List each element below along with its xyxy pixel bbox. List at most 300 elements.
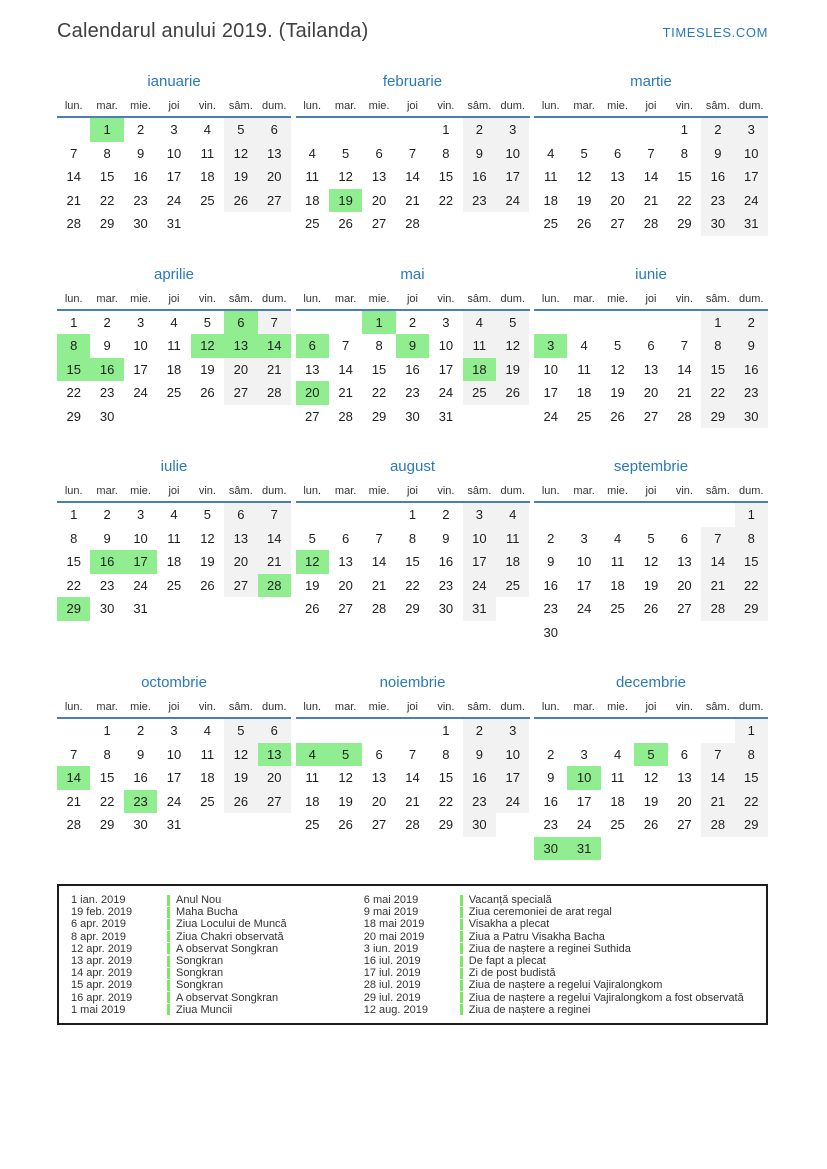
legend-holiday-name: Ziua Locului de Muncă [176, 918, 287, 931]
day-cell: 5 [496, 311, 529, 335]
day-of-week-label: sâm. [705, 485, 730, 497]
day-of-week-label: vin. [437, 292, 455, 305]
day-cell: 28 [258, 381, 291, 405]
holiday-marker-icon [460, 907, 463, 918]
day-cell: 3 [463, 503, 496, 527]
day-of-week-label: mie. [130, 485, 151, 497]
legend-holiday-name: Ziua de naștere a reginei [468, 1003, 591, 1016]
month-title: iulie [160, 458, 188, 475]
legend-entry [71, 967, 354, 979]
day-of-week-label: mar. [334, 100, 357, 112]
day-cell: 2 [136, 723, 145, 739]
legend-name-wrap [460, 1004, 754, 1016]
day-of-week-label: joi [406, 100, 418, 112]
day-cell: 12 [338, 770, 353, 786]
day-of-week-label: mar. [334, 701, 357, 713]
day-cell: 20 [224, 550, 257, 574]
day-cell: 22 [99, 192, 115, 208]
day-cell: 20 [643, 385, 659, 401]
day-cell: 26 [338, 817, 353, 833]
day-of-week-label: vin. [675, 701, 693, 713]
day-cell-empty [396, 719, 429, 743]
day-cell: 7 [408, 145, 417, 161]
day-cell-holiday: 31 [567, 837, 600, 861]
day-cell: 30 [99, 408, 115, 424]
day-cell: 13 [677, 554, 692, 570]
day-of-week-label: dum. [739, 701, 764, 713]
day-cell-empty [296, 311, 329, 335]
day-of-week-header-row [57, 292, 291, 311]
legend-date: 16 apr. 2019 [71, 991, 133, 1004]
day-cell-holiday: 14 [57, 766, 90, 790]
day-cell: 27 [610, 216, 625, 232]
day-cell: 25 [543, 216, 558, 232]
day-cell: 21 [677, 385, 692, 401]
legend-holiday-name: Ziua ceremoniei de arat regal [468, 906, 612, 919]
day-cell: 8 [442, 145, 450, 161]
day-cell-empty [496, 597, 529, 621]
day-cell: 19 [576, 192, 592, 208]
day-cell-holiday: 20 [296, 381, 329, 405]
day-cell: 30 [133, 817, 148, 833]
day-cell: 4 [580, 338, 588, 354]
day-cell-empty [668, 837, 701, 861]
day-of-week-header-row [296, 484, 530, 503]
legend-entry [364, 918, 754, 930]
day-cell-holiday: 13 [258, 743, 291, 767]
legend-name-wrap [167, 979, 354, 991]
legend-name-wrap [460, 918, 754, 930]
day-cell: 26 [576, 216, 592, 232]
day-cell-empty [701, 621, 734, 645]
holiday-marker-icon [460, 1004, 463, 1015]
day-cell: 29 [735, 813, 768, 837]
day-cell: 15 [438, 169, 454, 185]
day-cell: 1 [680, 122, 689, 138]
day-cell: 5 [308, 530, 316, 546]
day-of-week-label: mie. [368, 292, 390, 305]
day-cell: 5 [203, 507, 212, 523]
month-decembrie [534, 674, 768, 860]
day-cell: 6 [375, 145, 383, 161]
day-cell-holiday: 14 [258, 334, 291, 358]
day-cell: 28 [643, 216, 659, 232]
day-cell: 15 [735, 550, 768, 574]
day-cell: 31 [166, 216, 182, 232]
holiday-legend-box [57, 884, 768, 1025]
day-of-week-label: lun. [303, 485, 322, 497]
day-cell-holiday: 17 [124, 550, 157, 574]
day-of-week-label: sâm. [467, 292, 492, 305]
day-cell: 14 [258, 527, 291, 551]
day-cell: 23 [543, 817, 558, 833]
day-cell: 1 [442, 122, 450, 138]
day-cell: 7 [701, 743, 734, 767]
day-cell: 28 [677, 408, 692, 424]
day-cell: 12 [224, 142, 257, 166]
day-cell-holiday: 16 [90, 358, 123, 382]
legend-holiday-name: Vacanță specială [468, 894, 552, 907]
day-cell-holiday: 6 [224, 311, 257, 335]
day-of-week-label: mie. [607, 100, 628, 112]
day-cell: 27 [643, 408, 659, 424]
day-cell: 20 [610, 192, 625, 208]
day-cell-holiday: 8 [57, 334, 90, 358]
day-cell: 7 [70, 746, 78, 762]
day-cell-empty [57, 719, 90, 743]
day-cell: 25 [166, 385, 182, 401]
day-cell: 4 [463, 311, 496, 335]
day-cell: 25 [610, 817, 625, 833]
day-cell: 15 [438, 770, 454, 786]
day-cell: 22 [66, 385, 81, 401]
day-of-week-header-row [296, 700, 530, 719]
day-cell: 11 [305, 169, 319, 185]
day-cell: 8 [103, 746, 111, 762]
day-cell: 26 [224, 790, 257, 814]
day-cell: 13 [224, 527, 257, 551]
day-cell: 12 [496, 334, 529, 358]
month-days-grid [57, 311, 291, 429]
day-of-week-label: dum. [739, 485, 764, 497]
site-link[interactable]: TIMESLES.COM [662, 25, 768, 40]
day-cell: 3 [580, 530, 588, 546]
day-of-week-label: joi [406, 292, 418, 305]
day-cell: 2 [701, 118, 734, 142]
day-cell: 21 [405, 192, 420, 208]
month-title: iunie [635, 265, 667, 283]
day-cell: 13 [258, 142, 291, 166]
month-title: aprilie [153, 265, 195, 283]
legend-entry [364, 1004, 754, 1016]
legend-entry [364, 979, 754, 991]
day-cell: 20 [258, 165, 291, 189]
legend-holiday-name: Ziua a Patru Visakha Bacha [468, 930, 605, 943]
day-of-week-label: lun. [541, 292, 560, 305]
day-cell: 22 [66, 577, 81, 593]
day-cell-holiday: 13 [224, 334, 257, 358]
day-cell: 11 [610, 554, 625, 570]
day-cell: 10 [463, 527, 496, 551]
month-title: august [389, 458, 436, 475]
day-cell-empty [157, 405, 190, 429]
day-of-week-label: vin. [198, 485, 216, 497]
day-cell-empty [668, 719, 701, 743]
page-title: Calendarul anului 2019. (Tailanda) [57, 20, 369, 42]
day-cell: 23 [405, 385, 420, 401]
day-cell: 27 [677, 817, 692, 833]
day-cell: 17 [543, 385, 558, 401]
day-cell: 2 [442, 507, 450, 523]
day-cell: 31 [735, 212, 768, 236]
day-cell: 21 [371, 577, 387, 593]
day-cell-holiday: 29 [57, 597, 90, 621]
day-cell-empty [601, 837, 634, 861]
day-cell: 8 [735, 743, 768, 767]
day-cell: 14 [701, 550, 734, 574]
day-of-week-header-row [534, 700, 768, 719]
day-cell: 4 [613, 746, 622, 762]
day-of-week-label: joi [168, 292, 180, 305]
day-cell-empty [258, 405, 291, 429]
day-of-week-label: dum. [500, 292, 525, 305]
legend-entry [71, 1004, 354, 1016]
day-cell-holiday: 9 [396, 334, 429, 358]
day-cell: 11 [496, 527, 529, 551]
day-cell: 22 [701, 381, 734, 405]
day-cell: 21 [701, 574, 734, 598]
day-cell-empty [601, 503, 634, 527]
day-cell-empty [668, 311, 701, 335]
holiday-marker-icon [460, 919, 463, 930]
legend-name-wrap [167, 918, 354, 930]
day-cell-empty [701, 837, 734, 861]
day-of-week-label: mie. [607, 485, 628, 497]
day-cell: 13 [371, 770, 387, 786]
day-cell: 1 [70, 314, 78, 330]
day-cell: 4 [170, 314, 178, 330]
day-cell: 12 [224, 743, 257, 767]
day-cell-holiday: 10 [567, 766, 600, 790]
day-cell: 24 [463, 574, 496, 598]
day-cell: 29 [371, 408, 387, 424]
day-cell: 9 [547, 770, 555, 786]
day-of-week-label: mar. [96, 292, 118, 305]
day-cell: 16 [438, 554, 454, 570]
day-cell: 2 [408, 314, 417, 330]
day-cell-empty [634, 837, 667, 861]
day-of-week-label: mar. [573, 292, 595, 305]
day-cell: 21 [701, 790, 734, 814]
day-cell: 15 [371, 361, 387, 377]
day-cell: 25 [200, 793, 215, 809]
day-cell: 4 [203, 723, 212, 739]
day-cell: 24 [543, 408, 558, 424]
legend-name-wrap [460, 906, 754, 918]
day-of-week-label: joi [406, 701, 418, 713]
day-cell: 9 [463, 743, 496, 767]
day-cell: 1 [735, 719, 768, 743]
day-cell: 2 [463, 118, 496, 142]
legend-entry [71, 931, 354, 943]
legend-entry [364, 943, 754, 955]
day-cell: 14 [405, 169, 420, 185]
day-cell-empty [534, 311, 567, 335]
legend-holiday-name: De fapt a plecat [468, 955, 546, 968]
day-of-week-label: dum. [262, 100, 287, 112]
day-of-week-label: mie. [130, 292, 151, 305]
day-cell: 24 [496, 790, 529, 814]
day-of-week-header-row [57, 484, 291, 503]
day-cell-empty [735, 621, 768, 645]
day-cell: 3 [170, 723, 178, 739]
day-cell: 25 [496, 574, 529, 598]
legend-name-wrap [460, 943, 754, 955]
day-of-week-label: joi [645, 701, 657, 713]
day-of-week-label: sâm. [705, 292, 730, 305]
day-cell-empty [601, 719, 634, 743]
holiday-marker-icon [167, 895, 170, 906]
day-cell: 8 [680, 145, 689, 161]
day-cell: 19 [610, 385, 625, 401]
holiday-marker-icon [460, 956, 463, 967]
day-cell: 9 [442, 530, 450, 546]
day-cell: 12 [643, 770, 659, 786]
legend-date: 1 ian. 2019 [71, 894, 126, 907]
day-cell: 19 [224, 165, 257, 189]
day-cell: 11 [200, 746, 215, 762]
day-cell: 23 [463, 790, 496, 814]
day-cell: 11 [577, 361, 591, 377]
day-cell: 21 [66, 192, 81, 208]
legend-date: 19 feb. 2019 [71, 906, 133, 919]
holiday-marker-icon [167, 1004, 170, 1015]
day-of-week-label: lun. [64, 485, 83, 497]
day-cell: 10 [133, 338, 148, 354]
day-cell-empty [634, 118, 667, 142]
day-cell: 29 [677, 216, 692, 232]
day-cell-empty [191, 813, 224, 837]
day-cell-holiday: 30 [534, 837, 567, 861]
day-cell: 15 [405, 554, 420, 570]
day-cell: 17 [133, 361, 148, 377]
day-of-week-label: dum. [262, 292, 287, 305]
day-of-week-label: sâm. [228, 292, 253, 305]
legend-name-wrap [460, 967, 754, 979]
legend-entry [364, 967, 754, 979]
day-of-week-label: lun. [303, 701, 322, 713]
day-cell: 24 [576, 817, 592, 833]
day-of-week-label: dum. [500, 485, 525, 497]
day-cell: 17 [463, 550, 496, 574]
day-cell: 1 [701, 311, 734, 335]
legend-name-wrap [460, 931, 754, 943]
day-of-week-label: mar. [96, 701, 118, 713]
day-cell: 5 [580, 145, 588, 161]
day-cell: 1 [442, 723, 450, 739]
day-cell-holiday: 19 [329, 189, 362, 213]
legend-entry [71, 943, 354, 955]
day-cell: 29 [701, 405, 734, 429]
day-cell-empty [634, 719, 667, 743]
day-cell: 13 [677, 770, 692, 786]
day-cell: 25 [166, 577, 182, 593]
day-cell: 6 [680, 746, 689, 762]
day-cell: 19 [304, 577, 320, 593]
day-cell: 18 [543, 192, 558, 208]
legend-date: 3 iun. 2019 [363, 942, 419, 955]
day-cell: 20 [677, 793, 692, 809]
day-cell: 16 [463, 766, 496, 790]
day-cell: 9 [547, 554, 555, 570]
day-cell: 29 [66, 408, 81, 424]
day-cell-holiday: 18 [463, 358, 496, 382]
day-of-week-label: dum. [500, 701, 525, 713]
day-cell-empty [567, 503, 600, 527]
holiday-marker-icon [167, 907, 170, 918]
day-of-week-label: mar. [573, 485, 595, 497]
day-of-week-label: joi [645, 292, 657, 305]
day-cell-empty [668, 621, 701, 645]
day-cell: 9 [463, 142, 496, 166]
day-cell: 8 [103, 145, 111, 161]
day-of-week-label: joi [168, 100, 180, 112]
page-header [57, 20, 768, 43]
day-cell-empty [601, 118, 634, 142]
day-cell-empty [701, 719, 734, 743]
day-cell: 3 [496, 719, 529, 743]
month-title: noiembrie [379, 674, 446, 691]
day-cell-holiday: 3 [534, 334, 567, 358]
day-cell-empty [534, 719, 567, 743]
legend-entry [364, 992, 754, 1004]
day-of-week-label: mar. [334, 485, 357, 497]
month-noiembrie [296, 674, 530, 837]
day-cell-empty [57, 118, 90, 142]
day-cell: 23 [463, 189, 496, 213]
legend-column-left [71, 894, 354, 1016]
day-cell: 3 [735, 118, 768, 142]
month-mai [296, 266, 530, 429]
legend-entry [364, 906, 754, 918]
day-cell: 17 [576, 577, 592, 593]
day-cell: 28 [66, 216, 81, 232]
day-cell-holiday: 4 [296, 743, 329, 767]
day-cell: 16 [543, 793, 558, 809]
day-cell: 12 [338, 169, 353, 185]
day-cell: 18 [200, 169, 215, 185]
day-of-week-label: joi [168, 485, 180, 497]
day-cell-empty [224, 405, 257, 429]
month-title: ianuarie [147, 73, 201, 90]
day-cell: 19 [224, 766, 257, 790]
day-cell-holiday: 28 [258, 574, 291, 598]
day-cell-empty [701, 503, 734, 527]
legend-date: 16 iul. 2019 [363, 955, 421, 968]
day-cell: 23 [735, 381, 768, 405]
day-cell-holiday: 1 [90, 118, 123, 142]
day-cell-empty [567, 118, 600, 142]
day-cell: 6 [342, 530, 350, 546]
day-cell: 24 [133, 577, 148, 593]
day-cell-empty [329, 503, 362, 527]
day-of-week-header-row [534, 99, 768, 118]
day-cell: 23 [99, 577, 115, 593]
day-cell: 6 [258, 118, 291, 142]
day-of-week-label: vin. [437, 701, 455, 713]
day-of-week-label: dum. [262, 701, 287, 713]
day-cell: 7 [70, 145, 78, 161]
day-cell: 27 [338, 601, 353, 617]
day-cell: 7 [647, 145, 655, 161]
day-cell: 18 [496, 550, 529, 574]
month-days-grid [534, 719, 768, 860]
day-cell: 30 [438, 601, 454, 617]
legend-entry [71, 992, 354, 1004]
day-cell: 20 [371, 192, 387, 208]
day-cell-empty [429, 212, 462, 236]
day-cell: 26 [643, 601, 659, 617]
legend-holiday-name: Visakha a plecat [468, 918, 550, 931]
day-cell: 3 [442, 314, 450, 330]
day-cell-holiday: 16 [90, 550, 123, 574]
day-cell: 12 [200, 530, 215, 546]
day-of-week-label: lun. [64, 100, 83, 112]
legend-date: 15 apr. 2019 [71, 979, 133, 992]
day-cell-empty [463, 405, 496, 429]
day-cell: 24 [166, 793, 182, 809]
day-cell: 11 [200, 145, 215, 161]
